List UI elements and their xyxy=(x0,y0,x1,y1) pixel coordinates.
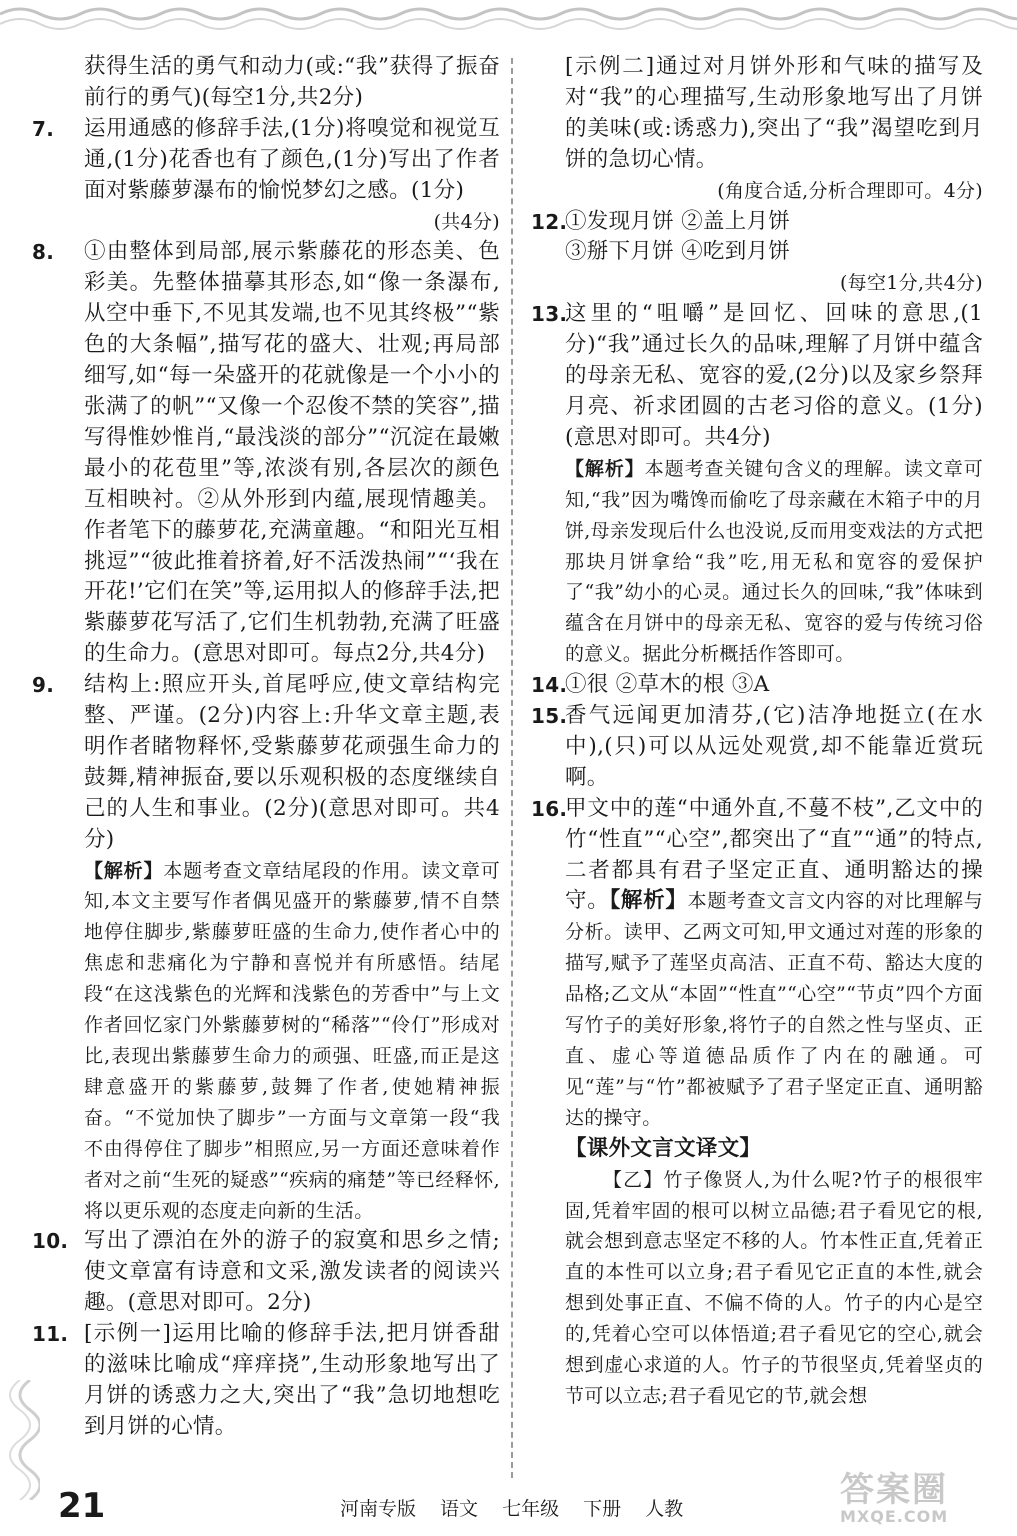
question-number: 8. xyxy=(32,240,55,265)
analysis-text: 本题考查文言文内容的对比理解与分析。读甲、乙两文可知,甲文通过对莲的形象的描写,赋予了莲坚贞高洁、正直不苟、豁达大度的品格;乙文从“本固”“性直”“心空”“节贞”四个方面写竹子的美好形象,将竹子的自然之性与坚贞、正直、虚心等道德品质作了内在的融通。可见“莲”与“竹”都被赋予了君子坚定正直、通明豁达的操守。 xyxy=(565,890,983,1129)
answer-12 xyxy=(531,207,983,300)
answer-line-2: ③掰下月饼 ④吃到月饼 xyxy=(565,239,791,265)
analysis-text: 本题考查关键句含义的理解。读文章可知,“我”因为嘴馋而偷吃了母亲藏在木箱子中的月饼,母亲发现后什么也没说,反而用变戏法的方式把那块月饼拿给“我”吃,用无私和宽容的爱保护了“我”幼小的心灵。通过长久的回味,“我”体味到蕴含在月饼中的母亲无私、宽容的爱与传统习俗的意义。据此分析概括作答即可。 xyxy=(565,457,984,666)
answer-14 xyxy=(531,670,983,701)
answer-text: 香气远闻更加清芬,(它)洁净地挺立(在水中),(只)可以从远处观赏,却不能靠近赏玩啊。 xyxy=(565,703,983,790)
answer-text: 写出了漂泊在外的游子的寂寞和思乡之情;使文章富有诗意和文采,激发读者的阅读兴趣。(意思对即可。2分) xyxy=(84,1228,500,1316)
answer-15 xyxy=(531,701,983,794)
translation-text: 竹子像贤人,为什么呢?竹子的根很牢固,凭着牢固的根可以树立品德;君子看见它的根,就会想到意志坚定不移的人。竹本性正直,凭着正直的本性可以立身;君子看见它正直的本性,就会想到处事正直、不偏不倚的人。竹子的内心是空的,凭着心空可以体悟道;君子看见它的空心,就会想到虚心求道的人。竹子的节很坚贞,凭着坚贞的节可以立志;君子看见它的节,就会想 xyxy=(565,1168,983,1407)
question-number: 15. xyxy=(531,704,568,729)
top-wave-border xyxy=(0,0,1017,40)
answer-text: 结构上:照应开头,首尾呼应,使文章结构完整、严谨。(2分)内容上:升华文章主题,表明作者睹物释怀,受紫藤萝花顽强生命力的鼓舞,精神振奋,要以乐观积极的态度继续自己的人生和事业。(2分)(意思对即可。共4分) xyxy=(84,672,500,852)
question-number: 7. xyxy=(32,116,55,141)
example-label: [示例一] xyxy=(84,1321,172,1347)
question-number: 14. xyxy=(531,673,568,698)
answer-text: 运用通感的修辞手法,(1分)将嗅觉和视觉互通,(1分)花香也有了颜色,(1分)写出了作者面对紫藤萝瀑布的愉悦梦幻之感。(1分) xyxy=(84,115,500,203)
answer-text: 甲文中的莲“中通外直,不蔓不枝”,乙文中的竹“性直”“心空”,都突出了“直”“通”的特点,二者都具有君子坚定正直、通明豁达的操守。 xyxy=(565,795,983,914)
question-number: 12. xyxy=(531,209,568,234)
analysis-label: 【解析】 xyxy=(609,888,688,914)
score-note: (每空1分,共4分) xyxy=(839,272,983,295)
page-number: 21 xyxy=(58,1486,106,1526)
answer-9 xyxy=(32,670,500,1226)
answer-text: 这里的“咀嚼”是回忆、回味的意思,(1分)“我”通过长久的品味,理解了月饼中蕴含的母亲无私、宽容的爱,(2分)以及家乡祭拜月亮、祈求团圆的古老习俗的意义。(1分)(意思对即可。共4分) xyxy=(565,301,983,450)
column-divider xyxy=(511,58,513,1478)
analysis-text: 本题考查文章结尾段的作用。读文章可知,本文主要写作者偶见盛开的紫藤萝,情不自禁地停住脚步,紫藤萝旺盛的生命力,使作者心中的焦虑和悲痛化为宁静和喜悦并有所感悟。结尾段“在这浅紫色的光辉和浅紫色的芳香中”与上文作者回忆家门外紫藤萝树的“稀落”“伶仃”形成对比,表现出紫藤萝生命力的顽强、旺盛,而正是这肆意盛开的紫藤萝,鼓舞了作者,使她精神振奋。“不觉加快了脚步”一方面与文章第一段“我不由得停住了脚步”相照应,另一方面还意味着作者对之前“生死的疑惑”“疾病的痛楚”等已经释怀,将以更乐观的态度走向新的生活。 xyxy=(84,859,500,1222)
question-number: 13. xyxy=(531,302,568,327)
score-note: (共4分) xyxy=(433,210,500,233)
translation-title: 【课外文言文译文】 xyxy=(565,1135,762,1161)
answer-8 xyxy=(32,237,500,670)
watermark-logo: 答案圈 MXQE.COM xyxy=(840,1470,949,1526)
answer-7 xyxy=(32,114,500,238)
question-number: 11. xyxy=(32,1322,69,1347)
answer-6-continuation: 获得生活的勇气和动力(或:“我”获得了振奋前行的勇气)(每空1分,共2分) xyxy=(84,54,500,110)
score-note: (角度合适,分析合理即可。4分) xyxy=(717,179,983,202)
right-column xyxy=(531,52,984,1412)
answer-13 xyxy=(531,299,984,670)
question-number: 9. xyxy=(32,673,55,698)
analysis-label: 【解析】 xyxy=(84,859,164,882)
question-number: 16. xyxy=(531,796,568,821)
analysis-label: 【解析】 xyxy=(565,457,645,480)
footer-book-info: 河南专版 语文 七年级 下册 人教 xyxy=(340,1498,684,1520)
answer-text: ①由整体到局部,展示紫藤花的形态美、色彩美。先整体描摹其形态,如“像一条瀑布,从空中垂下,不见其发端,也不见其终极”“紫色的大条幅”,描写花的盛大、壮观;再局部细写,如“每一朵盛开的花就像是一个小小的张满了的帆”“又像一个忍俊不禁的笑容”,描写得惟妙惟肖,“最浅淡的部分”“沉淀在最嫩最小的花苞里”等,浓淡有别,各层次的颜色互相映衬。②从外形到内蕴,展现情趣美。作者笔下的藤萝花,充满童趣。“和阳光互相挑逗”“彼此推着挤着,好不活泼热闹”“‘我在开花!’它们在笑”等,运用拟人的修辞手法,把紫藤萝花写活了,它们生机勃勃,充满了旺盛的生命力。(意思对即可。每点2分,共4分) xyxy=(84,239,500,667)
side-wave-decoration xyxy=(0,1380,40,1500)
left-column xyxy=(32,52,500,1443)
answer-11-example-2 xyxy=(535,52,983,207)
answer-text: ①很 ②草木的根 ③A xyxy=(565,672,770,698)
answer-line-1: ①发现月饼 ②盖上月饼 xyxy=(565,208,791,234)
translation-label: 【乙】 xyxy=(603,1168,664,1191)
question-number: 10. xyxy=(32,1229,69,1254)
answer-10 xyxy=(32,1226,500,1319)
answer-text: 运用比喻的修辞手法,把月饼香甜的滋味比喻成“痒痒挠”,生动形象地写出了月饼的诱惑力之大,突出了“我”急切地想吃到月饼的心情。 xyxy=(84,1321,500,1439)
answer-text: 通过对月饼外形和气味的描写及对“我”的心理描写,生动形象地写出了月饼的美味(或:诱惑力),突出了“我”渴望吃到月饼的急切心情。 xyxy=(565,54,983,172)
answer-16 xyxy=(531,794,983,1412)
answer-11 xyxy=(32,1319,500,1443)
example-label: [示例二] xyxy=(565,54,655,79)
